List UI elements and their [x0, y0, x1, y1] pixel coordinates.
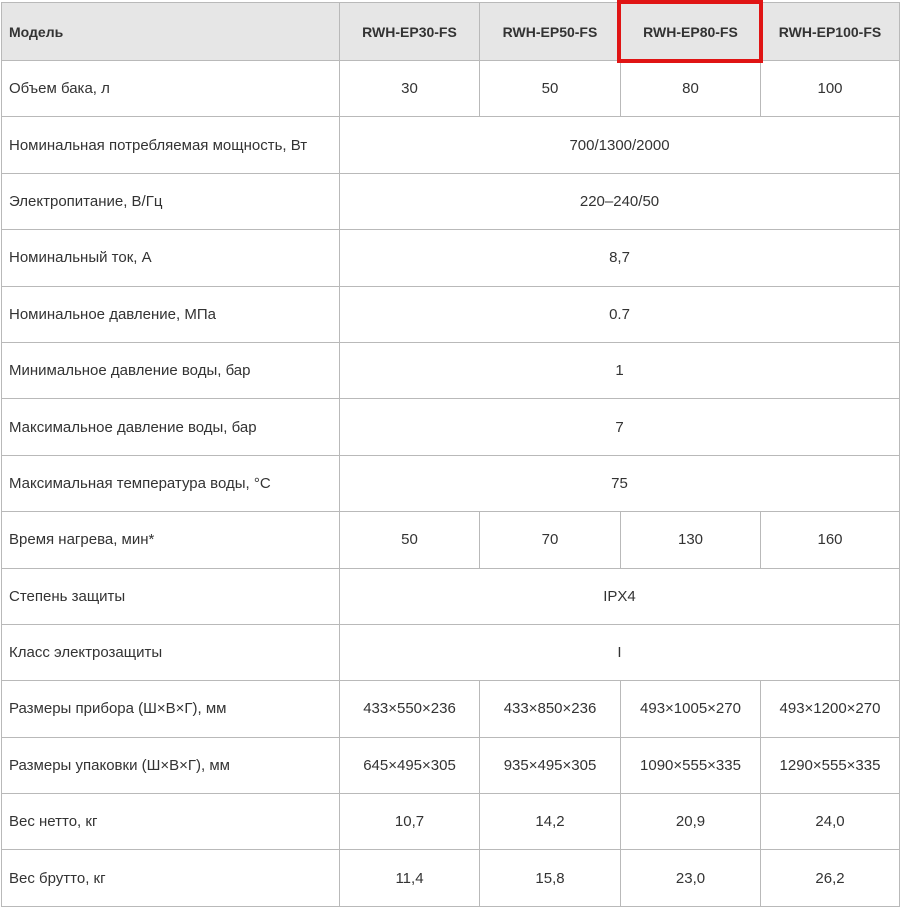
param-label: Номинальное давление, МПа: [2, 286, 340, 342]
table-row: [2, 568, 900, 624]
table-row: [2, 173, 900, 229]
shared-value-cell: IPX4: [340, 568, 900, 624]
param-label: Размеры упаковки (Ш×В×Г), мм: [2, 737, 340, 793]
shared-value-cell: I: [340, 624, 900, 680]
value-cell: 433×550×236: [340, 681, 480, 737]
param-label: Максимальная температура воды, °C: [2, 455, 340, 511]
table-row: [2, 624, 900, 680]
value-cell: 26,2: [761, 850, 900, 906]
shared-value-cell: 0.7: [340, 286, 900, 342]
table-row: [2, 399, 900, 455]
specifications-table: [1, 2, 900, 907]
model-header-label: Модель: [2, 3, 340, 61]
param-label: Номинальный ток, А: [2, 230, 340, 286]
value-cell: 24,0: [761, 794, 900, 850]
param-label: Объем бака, л: [2, 61, 340, 117]
shared-value-cell: 220–240/50: [340, 173, 900, 229]
param-label: Класс электрозащиты: [2, 624, 340, 680]
table-row: [2, 230, 900, 286]
value-cell: 20,9: [621, 794, 761, 850]
shared-value-cell: 75: [340, 455, 900, 511]
param-label: Максимальное давление воды, бар: [2, 399, 340, 455]
value-cell: 935×495×305: [480, 737, 621, 793]
param-label: Размеры прибора (Ш×В×Г), мм: [2, 681, 340, 737]
value-cell: 14,2: [480, 794, 621, 850]
model-header-rwh-ep80-fs: RWH-EP80-FS: [621, 3, 761, 61]
value-cell: 10,7: [340, 794, 480, 850]
param-label: Вес нетто, кг: [2, 794, 340, 850]
value-cell: 50: [480, 61, 621, 117]
value-cell: 23,0: [621, 850, 761, 906]
param-label: Время нагрева, мин*: [2, 512, 340, 568]
shared-value-cell: 8,7: [340, 230, 900, 286]
value-cell: 70: [480, 512, 621, 568]
table-row: [2, 737, 900, 793]
value-cell: 645×495×305: [340, 737, 480, 793]
value-cell: 1290×555×335: [761, 737, 900, 793]
table-row: [2, 794, 900, 850]
value-cell: 493×1200×270: [761, 681, 900, 737]
param-label: Электропитание, В/Гц: [2, 173, 340, 229]
table-row: [2, 455, 900, 511]
value-cell: 30: [340, 61, 480, 117]
value-cell: 433×850×236: [480, 681, 621, 737]
shared-value-cell: 1: [340, 342, 900, 398]
table-row: [2, 342, 900, 398]
table-row: [2, 61, 900, 117]
value-cell: 80: [621, 61, 761, 117]
value-cell: 1090×555×335: [621, 737, 761, 793]
value-cell: 50: [340, 512, 480, 568]
value-cell: 100: [761, 61, 900, 117]
value-cell: 15,8: [480, 850, 621, 906]
param-label: Степень защиты: [2, 568, 340, 624]
table-row: [2, 286, 900, 342]
value-cell: 130: [621, 512, 761, 568]
header-row: [2, 3, 900, 61]
table-body: [2, 61, 900, 907]
table-row: [2, 117, 900, 173]
shared-value-cell: 700/1300/2000: [340, 117, 900, 173]
model-header-rwh-ep50-fs: RWH-EP50-FS: [480, 3, 621, 61]
param-label: Номинальная потребляемая мощность, Вт: [2, 117, 340, 173]
value-cell: 11,4: [340, 850, 480, 906]
model-header-rwh-ep30-fs: RWH-EP30-FS: [340, 3, 480, 61]
table-row: [2, 681, 900, 737]
table-row: [2, 850, 900, 906]
model-header-rwh-ep100-fs: RWH-EP100-FS: [761, 3, 900, 61]
table-row: [2, 512, 900, 568]
value-cell: 160: [761, 512, 900, 568]
value-cell: 493×1005×270: [621, 681, 761, 737]
param-label: Вес брутто, кг: [2, 850, 340, 906]
param-label: Минимальное давление воды, бар: [2, 342, 340, 398]
shared-value-cell: 7: [340, 399, 900, 455]
